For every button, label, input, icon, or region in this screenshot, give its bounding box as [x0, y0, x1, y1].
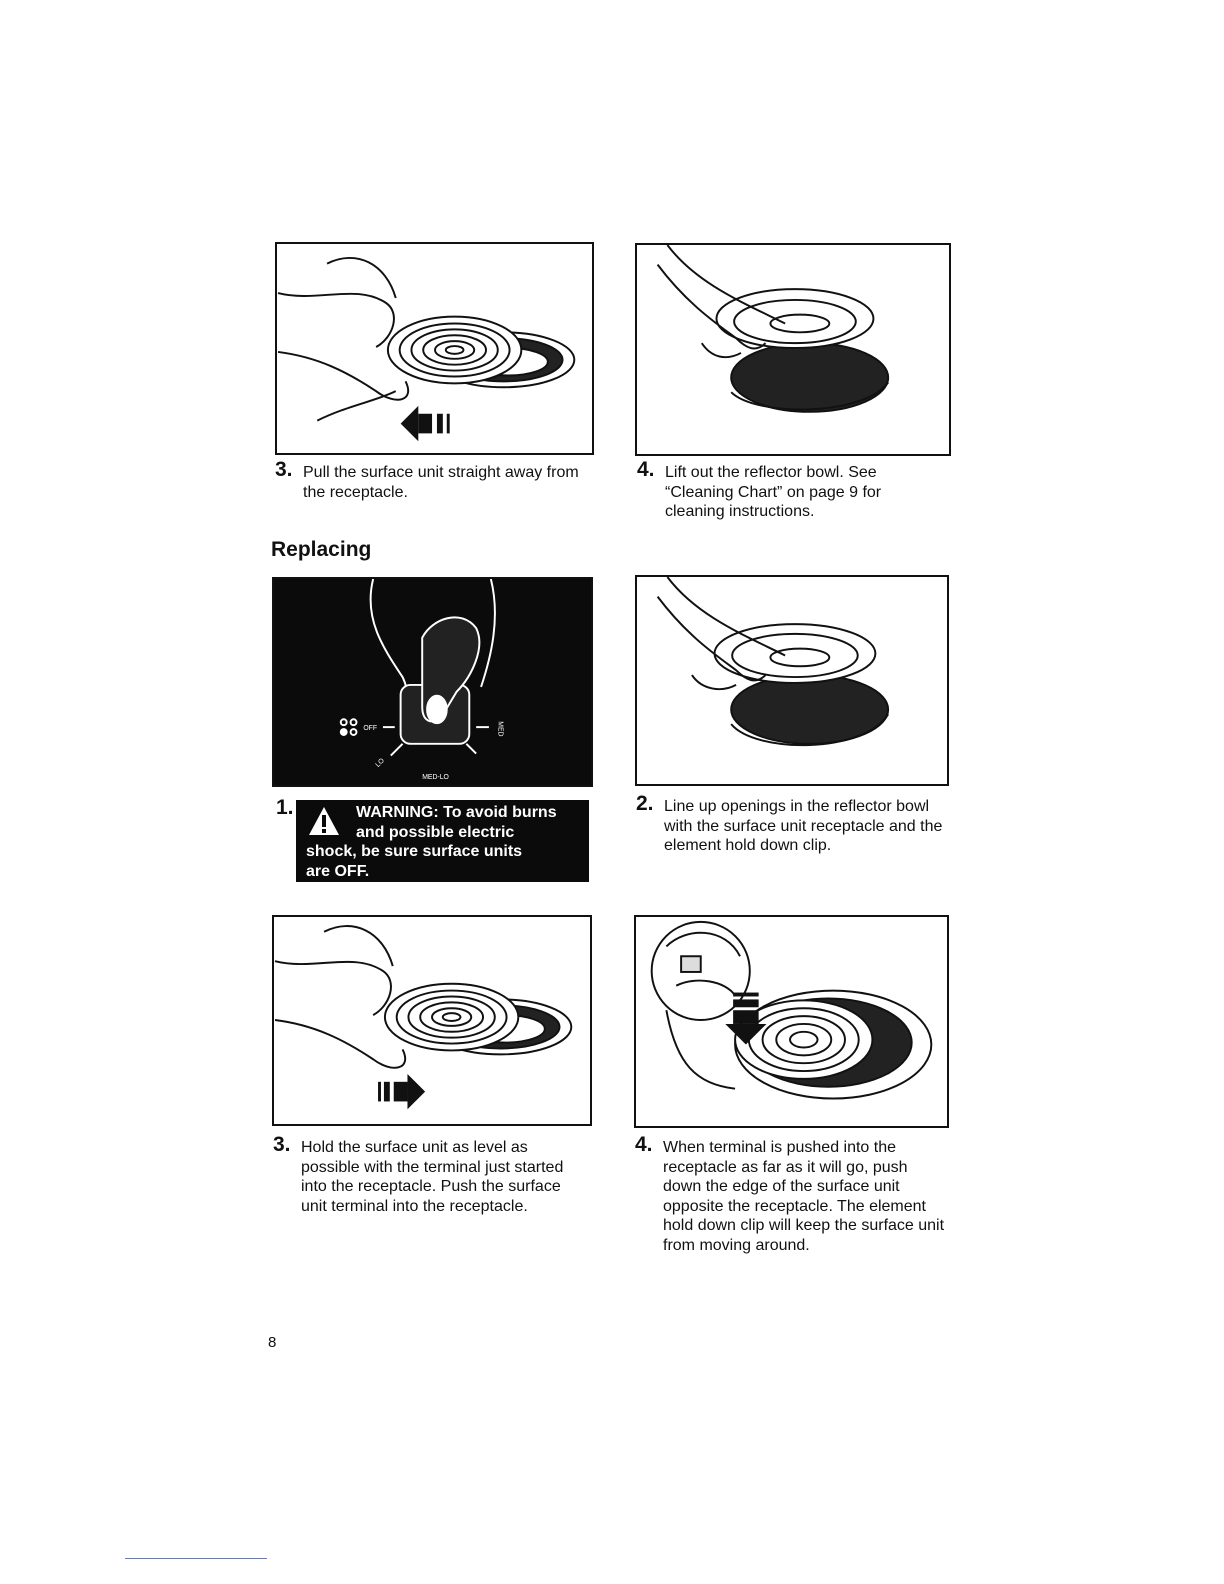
step-text: Hold the surface unit as level as possible with the terminal just started into the receptacle. Push the surface unit terminal into the receptacle.	[301, 1139, 564, 1215]
figure-turn-knob-off	[272, 577, 593, 787]
arrow-right-icon	[378, 1074, 425, 1109]
step-pull-surface-unit	[275, 458, 595, 502]
arrow-left-icon	[401, 406, 450, 441]
step-text: Line up openings in the reflector bowl with the surface unit receptacle and the element hold down clip.	[664, 798, 943, 854]
warning-line-2: and possible electric	[356, 823, 515, 841]
footer-rule	[125, 1558, 267, 1559]
step-number: 2.	[636, 792, 654, 815]
warning-step-number: 1.	[276, 796, 294, 819]
step-push-surface-unit	[273, 1133, 573, 1216]
warning-line-4: are OFF.	[306, 862, 370, 880]
step-text: When terminal is pushed into the receptacle as far as it will go, push down the edge of the surface unit opposite the receptacle. The element hold down clip will keep the surface unit from moving around.	[663, 1139, 945, 1254]
figure-push-surface-unit	[272, 915, 592, 1126]
illustration-hand-pulling-coil	[277, 244, 592, 453]
illustration-coil-in-bowl-with-clip	[636, 917, 947, 1126]
step-text: Lift out the reflector bowl. See “Cleaning Chart” on page 9 for cleaning instructions.	[665, 464, 882, 520]
step-number: 4.	[637, 458, 655, 481]
figure-align-reflector-bowl	[635, 575, 949, 786]
warning-line-3: shock, be sure surface units	[306, 843, 523, 860]
step-number: 4.	[635, 1133, 653, 1156]
knob-label-med: MED	[496, 721, 504, 737]
knob-label-lo: LO	[374, 757, 386, 769]
page-number: 8	[268, 1334, 277, 1351]
step-align-reflector-bowl	[636, 792, 946, 856]
figure-pull-surface-unit	[275, 242, 594, 455]
warning-line-1: WARNING: To avoid burns	[356, 804, 557, 821]
figure-lift-reflector-bowl	[635, 243, 951, 456]
step-number: 3.	[275, 458, 293, 481]
illustration-hand-lifting-bowl	[637, 245, 949, 454]
step-number: 3.	[273, 1133, 291, 1156]
knob-label-med-lo: MED-LO	[422, 774, 449, 782]
step-lift-reflector-bowl	[637, 458, 937, 522]
illustration-hand-placing-bowl	[637, 577, 947, 784]
figure-terminal-clip	[634, 915, 949, 1128]
illustration-hand-pushing-coil	[274, 917, 590, 1124]
warning-box	[296, 800, 589, 882]
step-text: Pull the surface unit straight away from the receptacle.	[303, 464, 579, 501]
warning-icon	[308, 806, 340, 836]
step-press-surface-unit-edge	[635, 1133, 945, 1255]
knob-label-off: OFF	[363, 725, 378, 733]
section-heading: Replacing	[271, 538, 372, 561]
illustration-hand-turning-knob	[274, 579, 591, 785]
